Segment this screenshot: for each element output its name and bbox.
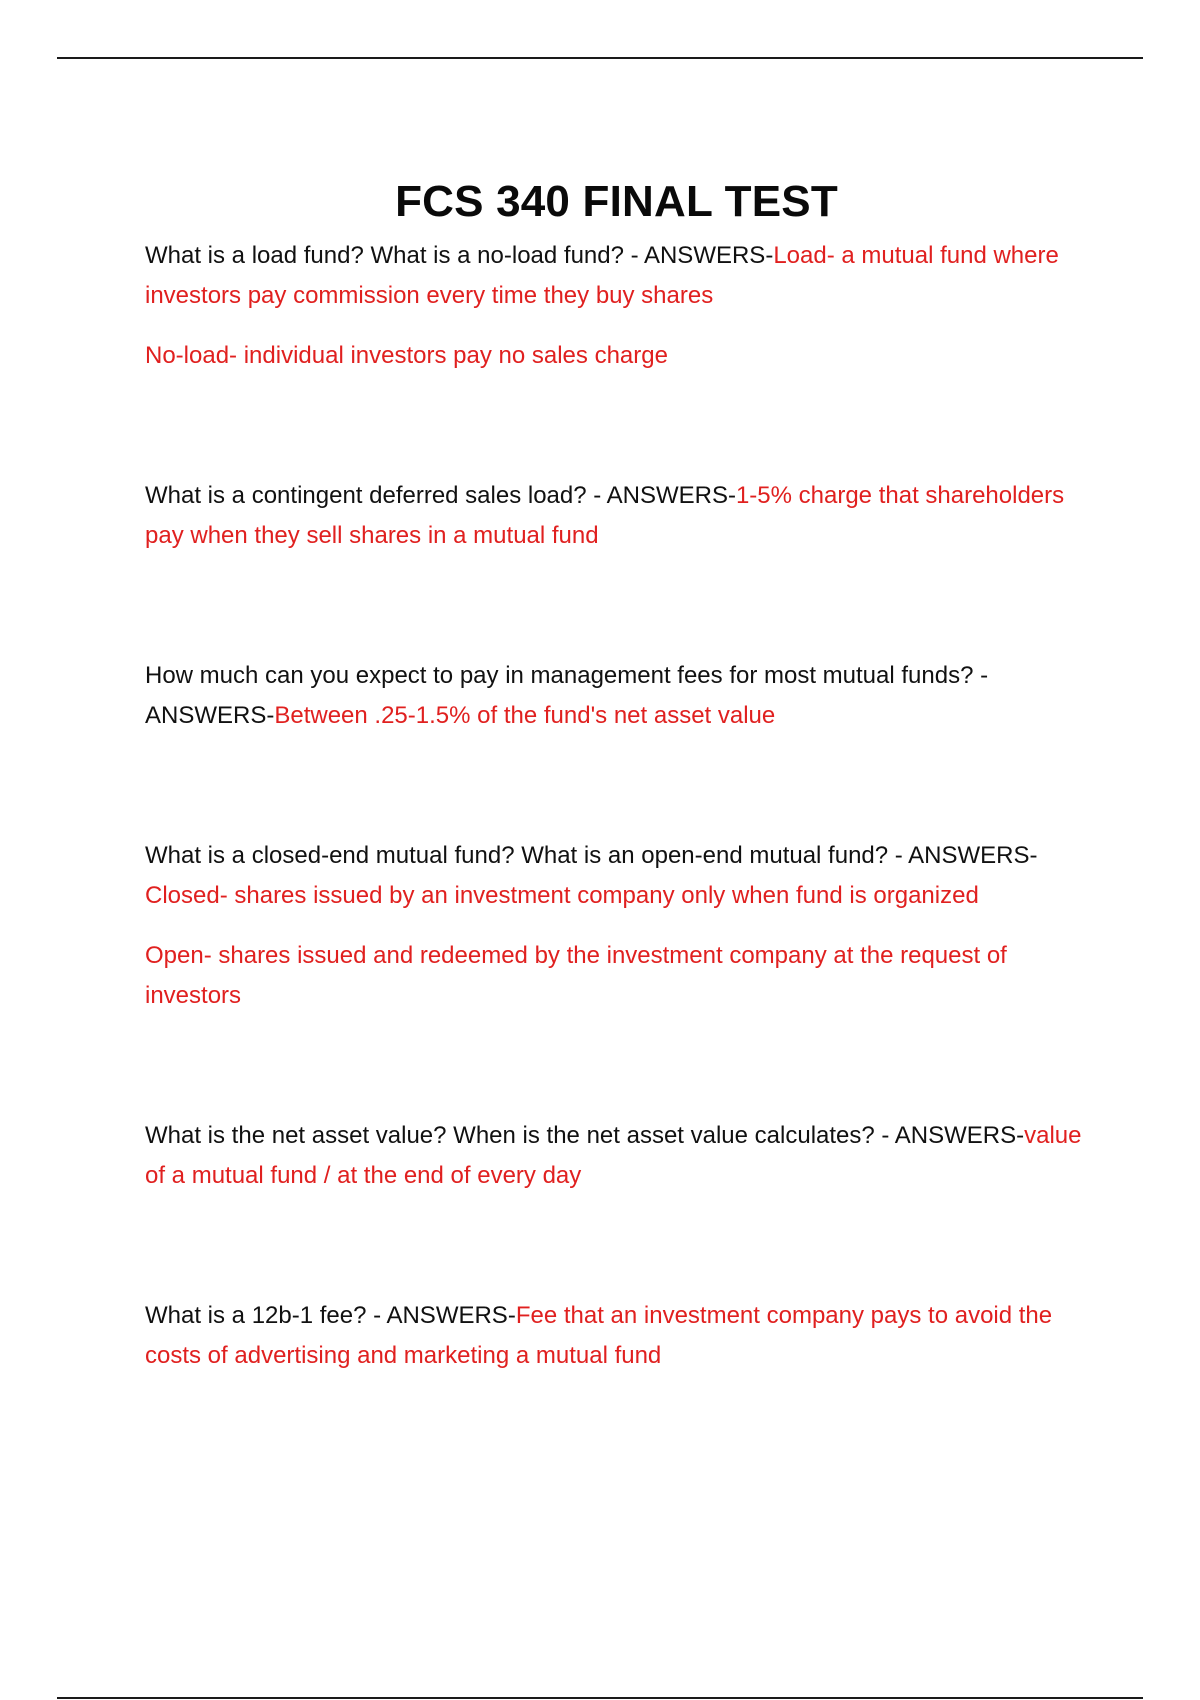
question-text: What is the net asset value? When is the net asset value calculates? - (145, 1122, 895, 1149)
question-text: How much can you expect to pay in management fees for most mutual funds? - (145, 662, 989, 689)
qa-question-paragraph (145, 656, 1085, 736)
page-title: FCS 340 FINAL TEST (395, 177, 838, 227)
qa-question-paragraph (145, 1296, 1085, 1376)
question-text: What is a load fund? What is a no-load fund? - (145, 242, 644, 269)
answers-marker: ANSWERS- (386, 1302, 516, 1329)
answer-text: 1-5% charge that shareholders pay when they sell shares in a mutual fund (145, 482, 1065, 549)
answer-paragraph (145, 936, 1085, 1016)
qa-question-paragraph (145, 1116, 1085, 1196)
qa-question-paragraph (145, 476, 1085, 556)
document-body (145, 236, 1085, 1476)
qa-item (145, 1116, 1085, 1196)
top-rule (57, 57, 1143, 59)
answer-text: value of a mutual fund / at the end of every day (145, 1122, 1082, 1189)
qa-item (145, 656, 1085, 736)
qa-item (145, 236, 1085, 376)
answers-marker: ANSWERS- (908, 842, 1038, 869)
qa-item (145, 836, 1085, 1016)
answers-marker: ANSWERS- (643, 242, 774, 269)
answer-text: Closed- shares issued by an investment company only when fund is organized (145, 882, 979, 909)
qa-item (145, 1296, 1085, 1376)
answers-marker: ANSWERS- (894, 1122, 1025, 1149)
qa-question-paragraph (145, 236, 1085, 316)
qa-question-paragraph (145, 836, 1085, 916)
answer-text: Between .25-1.5% of the fund's net asset value (274, 702, 776, 729)
answers-marker: ANSWERS- (145, 702, 275, 729)
qa-item (145, 476, 1085, 556)
answer-text: Fee that an investment company pays to avoid the costs of advertising and marketing a mutual fund (145, 1302, 1053, 1369)
answer-text: No-load- individual investors pay no sales charge (145, 342, 668, 369)
answer-paragraph (145, 336, 1085, 376)
question-text: What is a 12b-1 fee? - (145, 1302, 387, 1329)
bottom-rule (57, 1697, 1143, 1699)
answer-text: Load- a mutual fund where investors pay commission every time they buy shares (145, 242, 1059, 309)
answers-marker: ANSWERS- (606, 482, 736, 509)
question-text: What is a closed-end mutual fund? What is an open-end mutual fund? - (145, 842, 909, 869)
answer-text: Open- shares issued and redeemed by the investment company at the request of investors (145, 942, 1007, 1009)
question-text: What is a contingent deferred sales load? - (145, 482, 607, 509)
